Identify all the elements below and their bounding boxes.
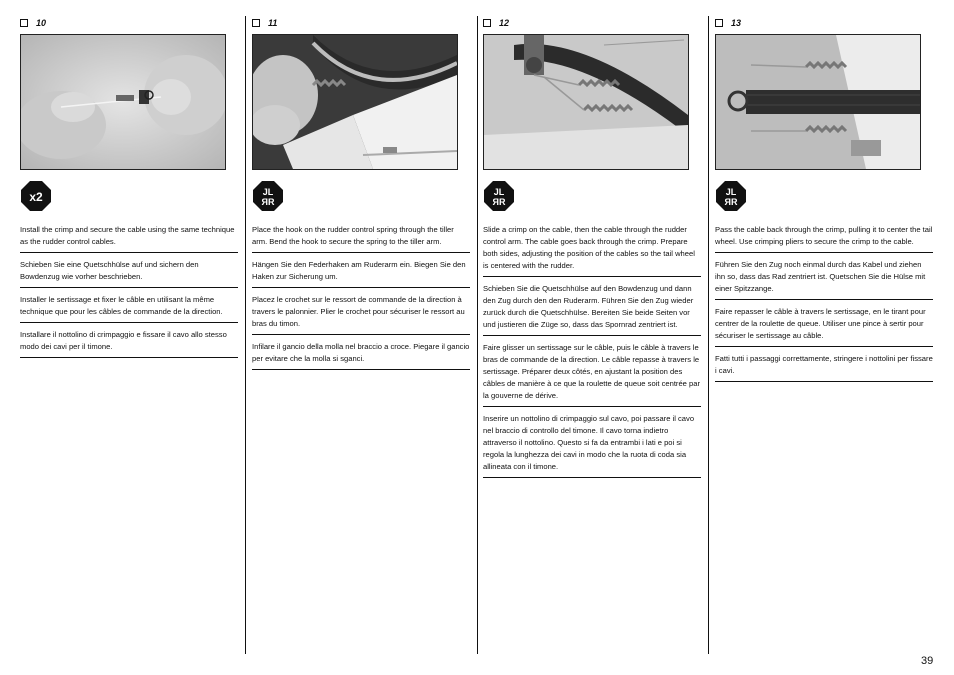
instructions xyxy=(715,222,933,382)
quantity-x2-icon xyxy=(20,180,52,212)
instruction-it: Infilare il gancio della molla nel braccio a croce. Piegare il gancio per evitare che la molla si sganci. xyxy=(252,339,470,370)
step-photo xyxy=(252,34,458,170)
instruction-fr: Installer le sertissage et fixer le câble en utilisant la même technique que pour les câbles de commande de la direction. xyxy=(20,292,238,323)
step-header xyxy=(715,14,933,32)
both-sides-icon xyxy=(252,180,284,212)
checkbox-icon[interactable] xyxy=(252,19,260,27)
step-number: 13 xyxy=(731,18,742,28)
svg-text:ЯR: ЯR xyxy=(724,197,738,207)
step-number: 10 xyxy=(36,18,47,28)
instruction-it: Fatti tutti i passaggi correttamente, stringere i nottolini per fissare i cavi. xyxy=(715,351,933,382)
badge-label: x2 xyxy=(29,190,43,204)
instruction-en: Slide a crimp on the cable, then the cable through the rudder control arm. The cable goes back through the crimp. Prepare both sides, adjusting the position of the cables so the tail wheel is centered with the rudder. xyxy=(483,222,701,277)
column-divider xyxy=(708,16,709,654)
checkbox-icon[interactable] xyxy=(20,19,28,27)
svg-text:JL: JL xyxy=(493,187,505,197)
instruction-it: Installare il nottolino di crimpaggio e fissare il cavo allo stesso modo dei cavi per il timone. xyxy=(20,327,238,358)
instruction-en: Place the hook on the rudder control spring through the tiller arm. Bend the hook to secure the spring to the tiller arm. xyxy=(252,222,470,253)
column-divider xyxy=(245,16,246,654)
step-header xyxy=(252,14,464,32)
instruction-fr: Faire glisser un sertissage sur le câble, puis le câble à travers le bras de commande de la direction. Le câble repasse à travers le sertissage. Préparer deux côtés, en ajustant la position des câbles de manière à ce que la roulette de queue soit centrée par la gouverne de dérive. xyxy=(483,340,701,407)
checkbox-icon[interactable] xyxy=(483,19,491,27)
instruction-de: Schieben Sie eine Quetschhülse auf und sichern den Bowdenzug wie vorher beschrieben. xyxy=(20,257,238,288)
step-10 xyxy=(20,14,235,362)
instruction-en: Install the crimp and secure the cable using the same technique as the rudder control cables. xyxy=(20,222,238,253)
step-photo xyxy=(20,34,226,170)
instruction-de: Führen Sie den Zug noch einmal durch das Kabel und ziehen ihn so, dass das Rad zentriert ist. Quetschen Sie die Hülse mit einer Spitzzange. xyxy=(715,257,933,300)
instruction-fr: Faire repasser le câble à travers le sertissage, en le tirant pour centrer de la roulette de queue. Utiliser une pince à sertir pour sécuriser le sertissage au câble. xyxy=(715,304,933,347)
instruction-de: Hängen Sie den Federhaken am Ruderarm ein. Biegen Sie den Haken zur Sicherung um. xyxy=(252,257,470,288)
step-photo xyxy=(483,34,689,170)
column-divider xyxy=(477,16,478,654)
both-sides-icon xyxy=(715,180,747,212)
svg-text:JL: JL xyxy=(262,187,274,197)
step-header xyxy=(483,14,695,32)
step-number: 11 xyxy=(268,18,278,28)
step-photo xyxy=(715,34,921,170)
step-11 xyxy=(252,14,470,374)
instructions xyxy=(252,222,470,370)
instruction-it: Inserire un nottolino di crimpaggio sul cavo, poi passare il cavo nel braccio di controllo del timone. Il cavo torna indietro attraverso il nottolino. Questo si fa da entrambi i lati e poi si regola la lunghezza dei cavi in modo che la ruota di coda sia allineata con il timone. xyxy=(483,411,701,478)
svg-text:ЯR: ЯR xyxy=(261,197,275,207)
page-number: 39 xyxy=(921,655,934,667)
checkbox-icon[interactable] xyxy=(715,19,723,27)
instructions xyxy=(483,222,700,478)
instruction-en: Pass the cable back through the crimp, pulling it to center the tail wheel. Use crimping pliers to secure the crimp to the cable. xyxy=(715,222,933,253)
instructions xyxy=(20,222,235,358)
svg-text:JL: JL xyxy=(725,187,737,197)
step-header xyxy=(20,14,232,32)
step-12 xyxy=(483,14,700,482)
step-13 xyxy=(715,14,933,386)
step-number: 12 xyxy=(499,18,510,28)
instruction-fr: Placez le crochet sur le ressort de commande de la direction à travers le palonnier. Plier le crochet pour sécuriser le ressort au bras du timon. xyxy=(252,292,470,335)
both-sides-icon xyxy=(483,180,515,212)
svg-text:ЯR: ЯR xyxy=(492,197,506,207)
instruction-de: Schieben Sie die Quetschhülse auf den Bowdenzug und dann den Zug durch den den Ruderarm. Führen Sie den Zug wieder zurück durch die Quetschhülse. Bereiten Sie beide Seiten vor und justieren die Züge so, dass das Spornrad zentriert ist. xyxy=(483,281,701,336)
